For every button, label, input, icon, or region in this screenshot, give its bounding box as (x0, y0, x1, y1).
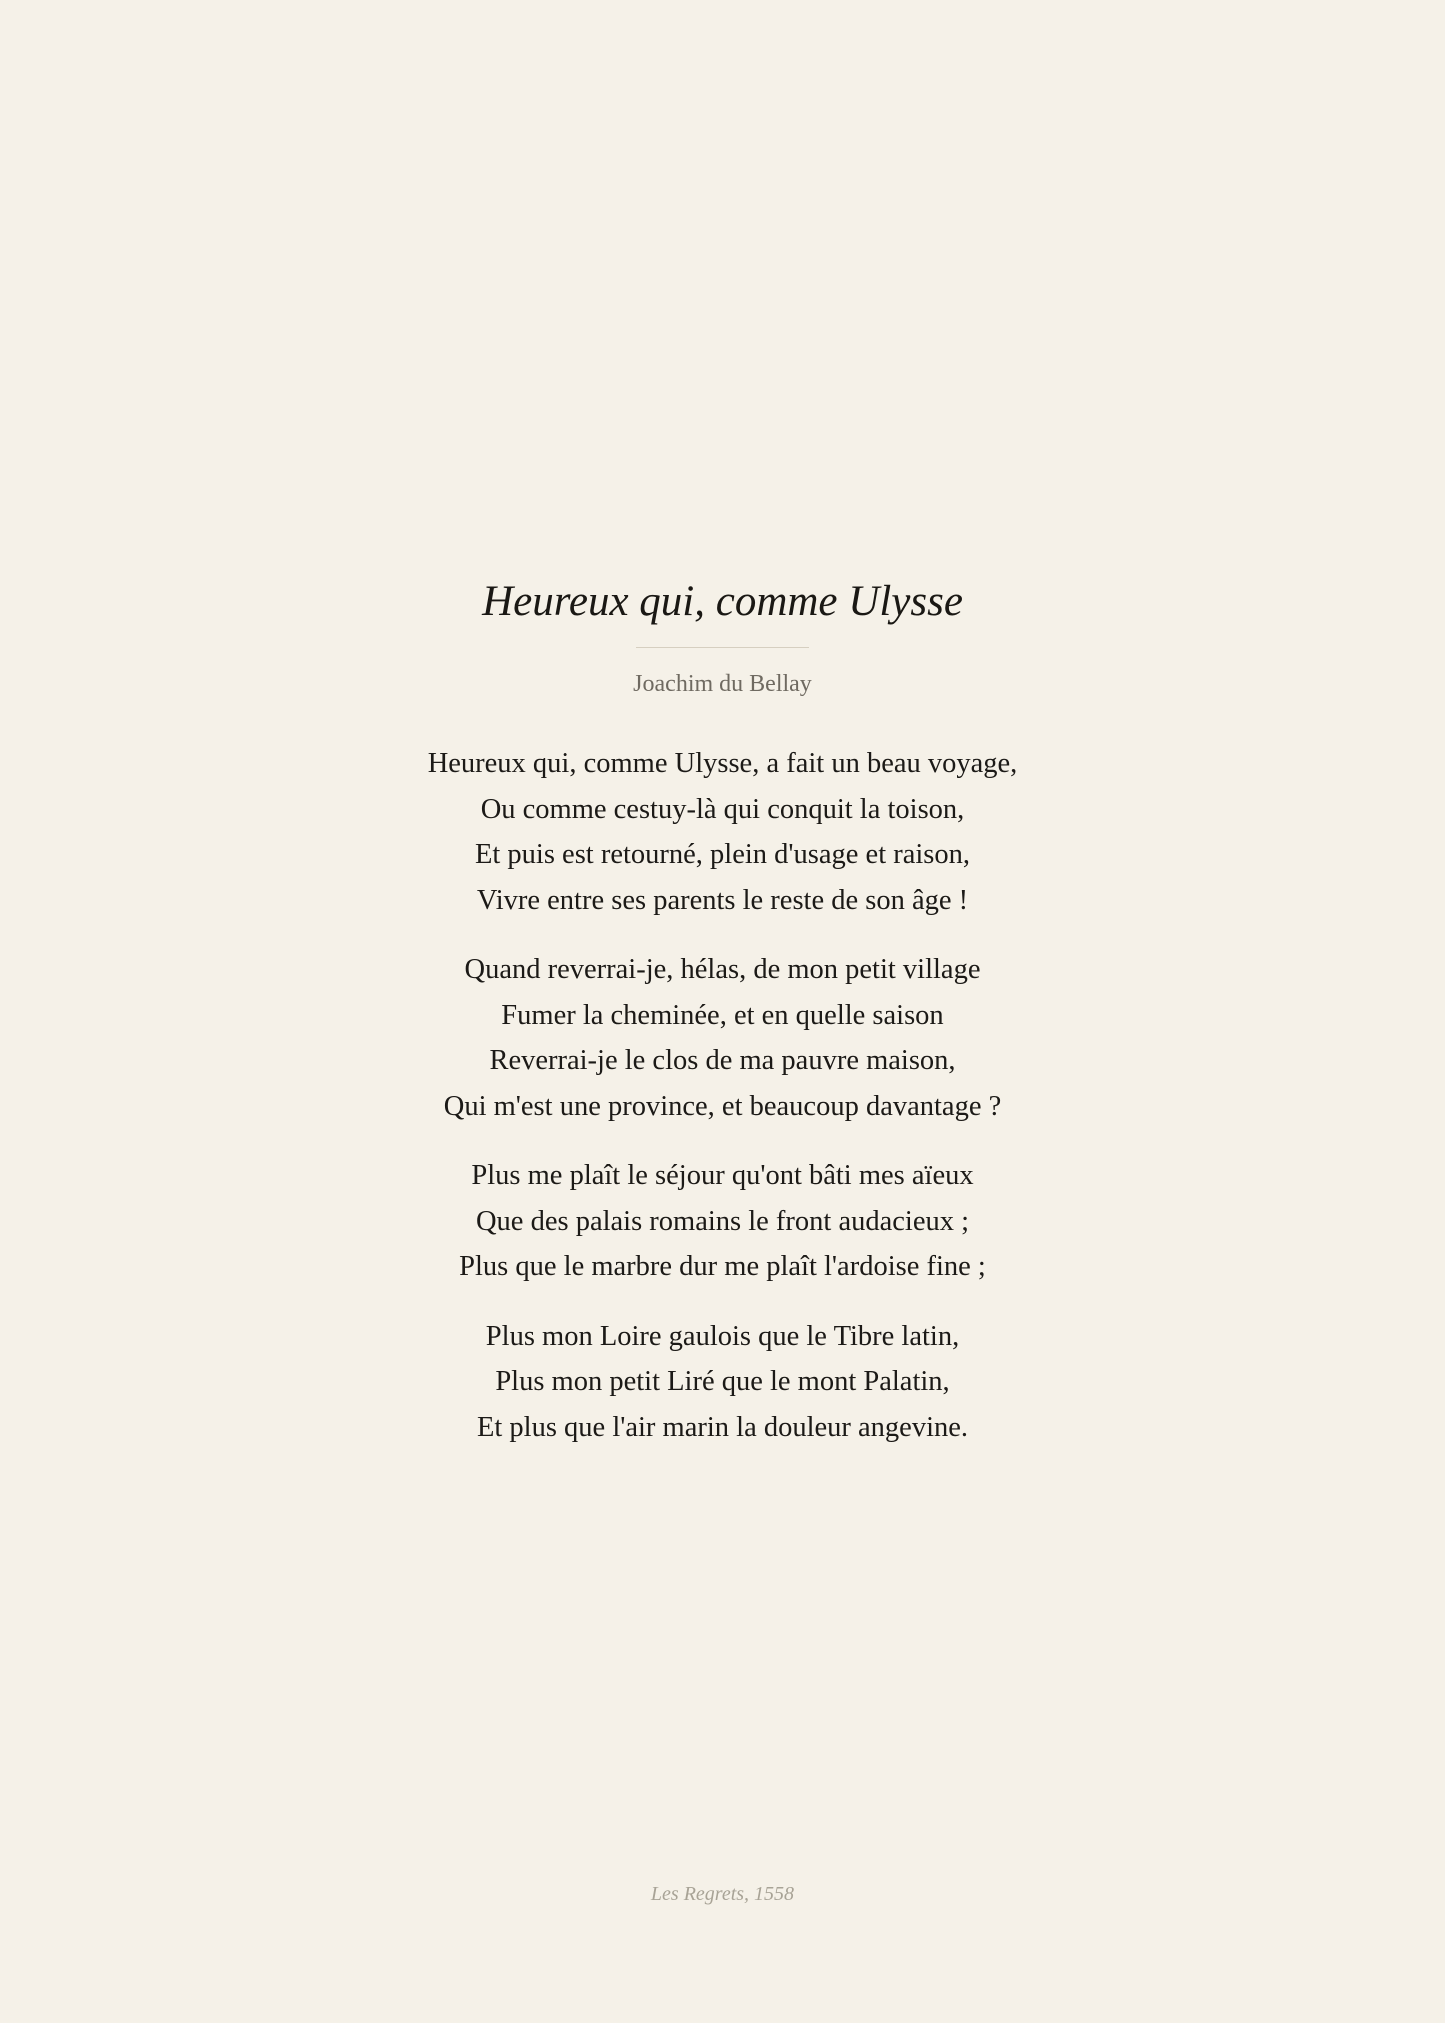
verse-line: Plus me plaît le séjour qu'ont bâti mes aïeux (471, 1160, 974, 1191)
stanza-4 (0, 1314, 1445, 1451)
verse-line: Plus que le marbre dur me plaît l'ardoise fine ; (459, 1251, 986, 1282)
stanza-3 (0, 1153, 1445, 1290)
verse-line: Et plus que l'air marin la douleur angevine. (476, 1411, 969, 1443)
verse-line: Reverrai-je le clos de ma pauvre maison, (489, 1045, 956, 1076)
verse-line: Plus mon petit Liré que le mont Palatin, (495, 1366, 950, 1397)
stanza-2 (0, 947, 1445, 1129)
verse-line: Quand reverrai-je, hélas, de mon petit village (464, 954, 981, 985)
verse-line: Que des palais romains le front audacieux ; (475, 1205, 970, 1237)
stanza-1 (0, 741, 1445, 923)
verse-line: Fumer la cheminée, et en quelle saison (501, 999, 944, 1031)
title-divider (636, 647, 809, 648)
verse-line: Heureux qui, comme Ulysse, a fait un beau voyage, (427, 748, 1018, 779)
verse-line: Plus mon Loire gaulois que le Tibre latin, (485, 1320, 960, 1352)
verse-line: Ou comme cestuy-là qui conquit la toison, (480, 793, 965, 825)
poem-source: Les Regrets, 1558 (650, 1883, 795, 1905)
poem-author: Joachim du Bellay (633, 671, 812, 697)
verse-line: Et puis est retourné, plein d'usage et raison, (474, 839, 971, 870)
poem-title: Heureux qui, comme Ulysse (482, 578, 963, 625)
verse-line: Qui m'est une province, et beaucoup davantage ? (443, 1090, 1002, 1122)
verse-line: Vivre entre ses parents le reste de son âge ! (476, 884, 969, 916)
poem-body (0, 741, 1445, 1474)
